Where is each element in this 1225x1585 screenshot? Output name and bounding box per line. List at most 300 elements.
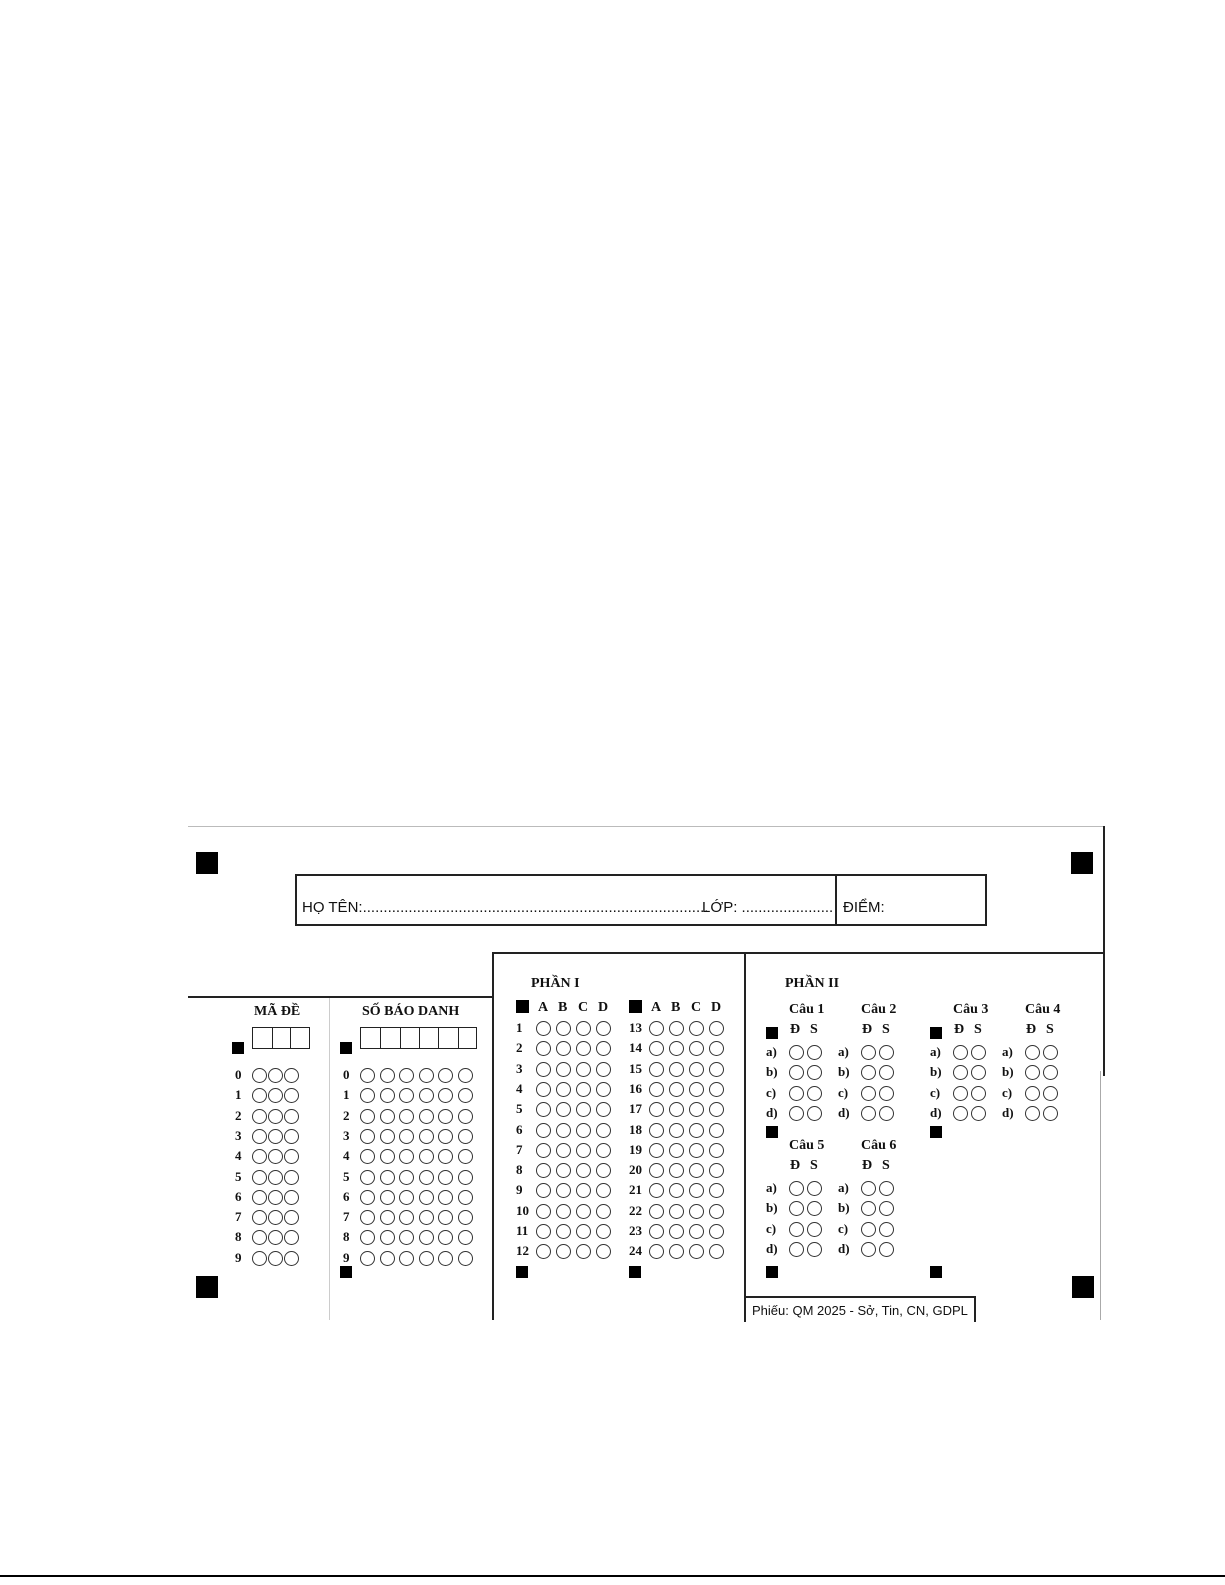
footer-box bbox=[744, 1296, 976, 1322]
phan1-col-left-bubble[interactable] bbox=[536, 1041, 551, 1056]
phan2-cau-5-sub-label: a) bbox=[766, 1180, 777, 1195]
phan1-col-left-bubble[interactable] bbox=[536, 1143, 551, 1158]
phan2-cau-6-bubble[interactable] bbox=[879, 1201, 894, 1216]
phan2-cau-3-bubble[interactable] bbox=[971, 1106, 986, 1121]
phan1-col-right-bubble[interactable] bbox=[649, 1204, 664, 1219]
so-bao-danh-bubble[interactable] bbox=[399, 1149, 414, 1164]
phan1-col-right-bubble[interactable] bbox=[669, 1041, 684, 1056]
phan1-col-right-bubble[interactable] bbox=[649, 1163, 664, 1178]
ma-de-bubble[interactable] bbox=[252, 1210, 267, 1225]
phan1-col-left-bubble[interactable] bbox=[576, 1102, 591, 1117]
phan2-cau-2-bubble[interactable] bbox=[861, 1065, 876, 1080]
ma-de-bubble[interactable] bbox=[252, 1190, 267, 1205]
ma-de-bubble[interactable] bbox=[252, 1149, 267, 1164]
so-bao-danh-bubble[interactable] bbox=[438, 1149, 453, 1164]
so-bao-danh-bubble[interactable] bbox=[380, 1129, 395, 1144]
phan1-col-right-bubble[interactable] bbox=[649, 1041, 664, 1056]
phan1-col-left-bubble[interactable] bbox=[576, 1244, 591, 1259]
phan1-col-left-question-number: 11 bbox=[516, 1223, 529, 1238]
ma-de-digit-label: 7 bbox=[235, 1209, 242, 1225]
so-bao-danh-bubble[interactable] bbox=[399, 1109, 414, 1124]
phan1-col-left-bubble[interactable] bbox=[556, 1183, 571, 1198]
so-bao-danh-bubble[interactable] bbox=[419, 1251, 434, 1266]
ma-de-bubble[interactable] bbox=[284, 1129, 299, 1144]
phan1-col-right-bubble[interactable] bbox=[649, 1102, 664, 1117]
phan2-cau-4-sub-label: b) bbox=[1002, 1064, 1014, 1080]
so-bao-danh-bubble[interactable] bbox=[360, 1170, 375, 1185]
phan1-col-left-bubble[interactable] bbox=[596, 1204, 611, 1219]
phan1-col-left-option-A: A bbox=[538, 1000, 549, 1015]
so-bao-danh-bubble[interactable] bbox=[419, 1068, 434, 1083]
phan2-cau-4-bubble[interactable] bbox=[1025, 1086, 1040, 1101]
so-bao-danh-bubble[interactable] bbox=[399, 1088, 414, 1103]
phan1-col-right-bubble[interactable] bbox=[649, 1224, 664, 1239]
ma-de-bubble[interactable] bbox=[284, 1230, 299, 1245]
phan1-col-right-bubble[interactable] bbox=[689, 1123, 704, 1138]
so-bao-danh-bubble[interactable] bbox=[458, 1190, 473, 1205]
phan2-cau-3-bubble[interactable] bbox=[953, 1106, 968, 1121]
phan1-col-left-bubble[interactable] bbox=[556, 1143, 571, 1158]
phan2-cau-3-bubble[interactable] bbox=[971, 1086, 986, 1101]
so-bao-danh-bubble[interactable] bbox=[360, 1068, 375, 1083]
phan1-col-right-bubble[interactable] bbox=[669, 1123, 684, 1138]
so-bao-danh-bubble[interactable] bbox=[458, 1088, 473, 1103]
phan1-col-left-bubble[interactable] bbox=[576, 1183, 591, 1198]
phan2-cau-4-sub-label: d) bbox=[1002, 1104, 1014, 1120]
so-bao-danh-bubble[interactable] bbox=[419, 1088, 434, 1103]
ma-de-digit-label: 5 bbox=[235, 1168, 242, 1184]
phan1-col-right-bubble[interactable] bbox=[689, 1041, 704, 1056]
phan1-col-left-bubble[interactable] bbox=[576, 1204, 591, 1219]
phan1-col-left-bubble[interactable] bbox=[596, 1143, 611, 1158]
phan1-col-left-bubble[interactable] bbox=[556, 1224, 571, 1239]
ma-de-marker bbox=[232, 1042, 244, 1054]
phan2-cau-2-bubble[interactable] bbox=[879, 1086, 894, 1101]
phan1-col-right-bubble[interactable] bbox=[669, 1102, 684, 1117]
phan2-cau-4-bubble[interactable] bbox=[1025, 1106, 1040, 1121]
so-bao-danh-bubble[interactable] bbox=[438, 1210, 453, 1225]
phan1-col-left-question-number: 7 bbox=[516, 1141, 523, 1157]
so-bao-danh-bubble[interactable] bbox=[438, 1190, 453, 1205]
so-bao-danh-digit-label: 6 bbox=[343, 1188, 350, 1204]
so-bao-danh-bubble[interactable] bbox=[360, 1210, 375, 1225]
ma-de-bubble[interactable] bbox=[268, 1068, 283, 1083]
so-bao-danh-bubble[interactable] bbox=[458, 1230, 473, 1245]
so-bao-danh-bubble[interactable] bbox=[399, 1068, 414, 1083]
phan2-cau-6-bubble[interactable] bbox=[879, 1242, 894, 1257]
so-bao-danh-bubble[interactable] bbox=[458, 1149, 473, 1164]
phan1-col-left-bubble[interactable] bbox=[596, 1123, 611, 1138]
phan1-col-right-bubble[interactable] bbox=[669, 1143, 684, 1158]
ma-de-bubble[interactable] bbox=[268, 1088, 283, 1103]
phan1-col-left-bubble[interactable] bbox=[556, 1163, 571, 1178]
phan1-col-right-bubble[interactable] bbox=[669, 1224, 684, 1239]
phan1-col-left-bubble[interactable] bbox=[576, 1021, 591, 1036]
phan2-cau-1-sub-label: b) bbox=[766, 1064, 778, 1080]
so-bao-danh-digit-label: 3 bbox=[343, 1127, 350, 1143]
phan1-col-right-option-C: C bbox=[691, 1000, 702, 1015]
phan1-col-right-question-number: 22 bbox=[629, 1202, 642, 1218]
phan2-cau-6-title: Câu 6 bbox=[861, 1138, 897, 1153]
so-bao-danh-bubble[interactable] bbox=[458, 1210, 473, 1225]
phan1-col-right-bubble[interactable] bbox=[709, 1163, 724, 1178]
phan2-cau-4-bubble[interactable] bbox=[1043, 1086, 1058, 1101]
so-bao-danh-bubble[interactable] bbox=[438, 1251, 453, 1266]
phan2-cau-2-sub-label: c) bbox=[838, 1084, 849, 1100]
phan2-cau-4-bubble[interactable] bbox=[1043, 1106, 1058, 1121]
phan2-cau-1-bubble[interactable] bbox=[789, 1045, 804, 1060]
phan1-col-right-marker-bottom bbox=[629, 1266, 641, 1278]
phan2-cau-3-bubble[interactable] bbox=[953, 1065, 968, 1080]
so-bao-danh-bubble[interactable] bbox=[380, 1190, 395, 1205]
phan2-cau-1-bubble[interactable] bbox=[807, 1106, 822, 1121]
phan1-col-right-bubble[interactable] bbox=[689, 1183, 704, 1198]
phan1-col-left-bubble[interactable] bbox=[556, 1123, 571, 1138]
phan1-col-right-bubble[interactable] bbox=[709, 1021, 724, 1036]
so-bao-danh-bubble[interactable] bbox=[360, 1190, 375, 1205]
phan1-col-right-bubble[interactable] bbox=[649, 1062, 664, 1077]
so-bao-danh-bubble[interactable] bbox=[360, 1109, 375, 1124]
ma-de-bubble[interactable] bbox=[268, 1251, 283, 1266]
phan1-col-right-option-B: B bbox=[671, 1000, 681, 1015]
phan2-cau-2-bubble[interactable] bbox=[879, 1045, 894, 1060]
phan1-col-left-bubble[interactable] bbox=[556, 1102, 571, 1117]
phan2-cau-3-bubble[interactable] bbox=[971, 1045, 986, 1060]
so-bao-danh-digit-label: 8 bbox=[343, 1229, 350, 1245]
ma-de-bubble[interactable] bbox=[284, 1251, 299, 1266]
phan1-col-right-bubble[interactable] bbox=[689, 1163, 704, 1178]
ma-de-bubble[interactable] bbox=[284, 1210, 299, 1225]
phan2-cau-6-sub-label: d) bbox=[838, 1240, 850, 1256]
phan1-col-left-bubble[interactable] bbox=[576, 1163, 591, 1178]
ma-de-bubble[interactable] bbox=[268, 1190, 283, 1205]
phan1-col-left-bubble[interactable] bbox=[596, 1021, 611, 1036]
ma-de-bubble[interactable] bbox=[252, 1230, 267, 1245]
phan2-cau-1-option-1: S bbox=[810, 1022, 818, 1037]
phan2-cau-1-bubble[interactable] bbox=[789, 1086, 804, 1101]
phan1-col-left-bubble[interactable] bbox=[556, 1041, 571, 1056]
phan2-cau-6-bubble[interactable] bbox=[861, 1181, 876, 1196]
phan2-cau-4-bubble[interactable] bbox=[1025, 1045, 1040, 1060]
phan1-col-right-bubble[interactable] bbox=[689, 1244, 704, 1259]
phan2-cau-4-bubble[interactable] bbox=[1025, 1065, 1040, 1080]
phan1-col-left-bubble[interactable] bbox=[536, 1163, 551, 1178]
phan1-col-right-bubble[interactable] bbox=[689, 1224, 704, 1239]
so-bao-danh-title: SỐ BÁO DANH bbox=[362, 1004, 460, 1019]
phan1-col-left-question-number: 2 bbox=[516, 1040, 523, 1056]
so-bao-danh-bubble[interactable] bbox=[360, 1251, 375, 1266]
phan1-col-left-bubble[interactable] bbox=[556, 1244, 571, 1259]
page-bottom-rule bbox=[0, 1575, 1225, 1577]
ma-de-bubble[interactable] bbox=[252, 1251, 267, 1266]
phan1-col-left-bubble[interactable] bbox=[596, 1082, 611, 1097]
so-bao-danh-bubble[interactable] bbox=[419, 1149, 434, 1164]
phan1-col-right-bubble[interactable] bbox=[649, 1183, 664, 1198]
phan1-col-right-bubble[interactable] bbox=[669, 1021, 684, 1036]
so-bao-danh-bubble[interactable] bbox=[419, 1109, 434, 1124]
phan2-cau-3-bubble[interactable] bbox=[953, 1045, 968, 1060]
ma-de-digit-label: 2 bbox=[235, 1107, 242, 1123]
phan2-cau-1-bubble[interactable] bbox=[807, 1045, 822, 1060]
so-bao-danh-bubble[interactable] bbox=[399, 1251, 414, 1266]
phan1-col-left-bubble[interactable] bbox=[536, 1183, 551, 1198]
so-bao-danh-bubble[interactable] bbox=[360, 1088, 375, 1103]
so-bao-danh-bubble[interactable] bbox=[419, 1129, 434, 1144]
left-section-top-line bbox=[188, 996, 494, 998]
phan1-col-right-bubble[interactable] bbox=[689, 1143, 704, 1158]
so-bao-danh-digit-label: 9 bbox=[343, 1249, 350, 1265]
phan2-cau-5-bubble[interactable] bbox=[807, 1222, 822, 1237]
so-bao-danh-entry-divider bbox=[458, 1028, 459, 1048]
phan1-col-left-bubble[interactable] bbox=[576, 1062, 591, 1077]
phan1-col-left-question-number: 10 bbox=[516, 1202, 529, 1218]
phan1-col-right-bubble[interactable] bbox=[689, 1102, 704, 1117]
phan1-col-right-question-number: 23 bbox=[629, 1223, 642, 1238]
phan2-cau-5-option-0: Đ bbox=[790, 1158, 801, 1173]
phan1-col-left-bubble[interactable] bbox=[556, 1082, 571, 1097]
phan2-cau-6-sub-label: a) bbox=[838, 1180, 849, 1195]
phan2-cau-1-bubble[interactable] bbox=[789, 1106, 804, 1121]
so-bao-danh-bubble[interactable] bbox=[419, 1210, 434, 1225]
so-bao-danh-bubble[interactable] bbox=[438, 1129, 453, 1144]
so-bao-danh-digit-label: 2 bbox=[343, 1107, 350, 1123]
so-bao-danh-digit-label: 7 bbox=[343, 1209, 350, 1225]
phan1-col-right-question-number: 16 bbox=[629, 1080, 642, 1096]
phan1-col-left-question-number: 1 bbox=[516, 1020, 523, 1035]
so-bao-danh-bubble[interactable] bbox=[360, 1129, 375, 1144]
score-field-label: ĐIỂM: bbox=[843, 899, 885, 916]
phan1-col-left-question-number: 8 bbox=[516, 1162, 523, 1178]
phan2-cau-6-bubble[interactable] bbox=[879, 1222, 894, 1237]
ma-de-bubble[interactable] bbox=[268, 1210, 283, 1225]
ma-de-bubble[interactable] bbox=[268, 1170, 283, 1185]
so-bao-danh-bubble[interactable] bbox=[380, 1109, 395, 1124]
phan1-col-left-question-number: 9 bbox=[516, 1182, 523, 1198]
phan1-col-right-question-number: 15 bbox=[629, 1060, 642, 1076]
class-field-label: LỚP: ...................... bbox=[702, 899, 834, 916]
so-bao-danh-bubble[interactable] bbox=[380, 1230, 395, 1245]
phan1-col-right-bubble[interactable] bbox=[709, 1123, 724, 1138]
phan2-cau-2-title: Câu 2 bbox=[861, 1002, 897, 1017]
phan1-col-right-bubble[interactable] bbox=[649, 1123, 664, 1138]
phan1-col-right-bubble[interactable] bbox=[669, 1082, 684, 1097]
phan1-col-right-bubble[interactable] bbox=[709, 1204, 724, 1219]
phan1-col-left-bubble[interactable] bbox=[536, 1062, 551, 1077]
phan2-cau-2-sub-label: d) bbox=[838, 1104, 850, 1120]
so-bao-danh-bubble[interactable] bbox=[399, 1129, 414, 1144]
phan1-col-left-bubble[interactable] bbox=[536, 1021, 551, 1036]
phan2-cau-5-bubble[interactable] bbox=[789, 1242, 804, 1257]
phan1-col-right-bubble[interactable] bbox=[709, 1082, 724, 1097]
sheet-top-border bbox=[188, 826, 1104, 827]
ma-de-bubble[interactable] bbox=[268, 1109, 283, 1124]
ma-de-digit-label: 8 bbox=[235, 1229, 242, 1245]
phan2-cau-1-sub-label: d) bbox=[766, 1104, 778, 1120]
phan1-col-left-option-D: D bbox=[598, 1000, 609, 1015]
phan1-col-right-bubble[interactable] bbox=[709, 1244, 724, 1259]
phan2-cau-3-bubble[interactable] bbox=[953, 1086, 968, 1101]
phan2-cau-6-sub-label: c) bbox=[838, 1220, 849, 1236]
phan2-cau-6-bubble[interactable] bbox=[861, 1201, 876, 1216]
phan1-col-right-bubble[interactable] bbox=[669, 1183, 684, 1198]
phan1-col-left-bubble[interactable] bbox=[596, 1062, 611, 1077]
phan1-col-right-bubble[interactable] bbox=[689, 1021, 704, 1036]
so-bao-danh-bubble[interactable] bbox=[380, 1170, 395, 1185]
ma-de-bubble[interactable] bbox=[268, 1149, 283, 1164]
so-bao-danh-bubble[interactable] bbox=[399, 1230, 414, 1245]
phan1-col-left-bubble[interactable] bbox=[576, 1082, 591, 1097]
so-bao-danh-bubble[interactable] bbox=[380, 1251, 395, 1266]
ma-de-bubble[interactable] bbox=[284, 1088, 299, 1103]
so-bao-danh-bubble[interactable] bbox=[380, 1210, 395, 1225]
phan2-cau-3-sub-label: a) bbox=[930, 1044, 941, 1059]
phan2-cau-6-sub-label: b) bbox=[838, 1200, 850, 1216]
phan1-col-left-bubble[interactable] bbox=[536, 1123, 551, 1138]
phan2-cau-5-sub-label: c) bbox=[766, 1220, 777, 1236]
phan1-col-left-bubble[interactable] bbox=[576, 1041, 591, 1056]
ma-de-bubble[interactable] bbox=[252, 1109, 267, 1124]
ma-de-bubble[interactable] bbox=[284, 1068, 299, 1083]
so-bao-danh-bubble[interactable] bbox=[458, 1170, 473, 1185]
phan1-col-right-bubble[interactable] bbox=[689, 1082, 704, 1097]
phan1-col-right-bubble[interactable] bbox=[709, 1143, 724, 1158]
phan2-cau-3-bubble[interactable] bbox=[971, 1065, 986, 1080]
so-bao-danh-bubble[interactable] bbox=[458, 1068, 473, 1083]
ma-de-bubble[interactable] bbox=[268, 1129, 283, 1144]
phan1-col-right-bubble[interactable] bbox=[649, 1082, 664, 1097]
ma-de-bubble[interactable] bbox=[252, 1170, 267, 1185]
so-bao-danh-bubble[interactable] bbox=[458, 1129, 473, 1144]
phan1-col-left-bubble[interactable] bbox=[596, 1183, 611, 1198]
ma-de-bubble[interactable] bbox=[252, 1129, 267, 1144]
phan1-col-left-question-number: 3 bbox=[516, 1060, 523, 1076]
phan2-cau-5-bubble[interactable] bbox=[789, 1201, 804, 1216]
phan1-col-left-bubble[interactable] bbox=[556, 1021, 571, 1036]
phan1-col-left-bubble[interactable] bbox=[576, 1224, 591, 1239]
so-bao-danh-bubble[interactable] bbox=[438, 1230, 453, 1245]
phan1-col-left-bubble[interactable] bbox=[596, 1244, 611, 1259]
phan2-marker-4 bbox=[930, 1126, 942, 1138]
phan1-col-right-bubble[interactable] bbox=[669, 1204, 684, 1219]
phan1-col-right-bubble[interactable] bbox=[709, 1183, 724, 1198]
so-bao-danh-bubble[interactable] bbox=[419, 1170, 434, 1185]
so-bao-danh-bubble[interactable] bbox=[380, 1068, 395, 1083]
phan2-cau-4-bubble[interactable] bbox=[1043, 1065, 1058, 1080]
ma-de-bubble[interactable] bbox=[252, 1088, 267, 1103]
ma-de-bubble[interactable] bbox=[284, 1149, 299, 1164]
phan1-col-left-bubble[interactable] bbox=[596, 1102, 611, 1117]
so-bao-danh-bubble[interactable] bbox=[380, 1149, 395, 1164]
so-bao-danh-bubble[interactable] bbox=[360, 1149, 375, 1164]
phan2-cau-1-bubble[interactable] bbox=[789, 1065, 804, 1080]
phan1-col-right-bubble[interactable] bbox=[709, 1102, 724, 1117]
phan1-col-left-bubble[interactable] bbox=[556, 1062, 571, 1077]
phan2-cau-1-bubble[interactable] bbox=[807, 1086, 822, 1101]
phan2-cau-2-bubble[interactable] bbox=[879, 1106, 894, 1121]
corner-marker-bottom-right bbox=[1072, 1276, 1094, 1298]
phan1-col-right-bubble[interactable] bbox=[689, 1062, 704, 1077]
answer-section-top-line bbox=[493, 952, 1104, 954]
phan2-cau-6-bubble[interactable] bbox=[861, 1242, 876, 1257]
so-bao-danh-bubble[interactable] bbox=[380, 1088, 395, 1103]
so-bao-danh-bubble[interactable] bbox=[438, 1088, 453, 1103]
phan2-cau-2-bubble[interactable] bbox=[879, 1065, 894, 1080]
phan2-cau-5-bubble[interactable] bbox=[807, 1181, 822, 1196]
phan1-col-right-bubble[interactable] bbox=[709, 1224, 724, 1239]
phan1-col-left-bubble[interactable] bbox=[576, 1143, 591, 1158]
phan1-col-right-bubble[interactable] bbox=[689, 1204, 704, 1219]
phan2-cau-2-bubble[interactable] bbox=[861, 1045, 876, 1060]
ma-de-digit-label: 0 bbox=[235, 1067, 242, 1082]
phan1-col-left-bubble[interactable] bbox=[536, 1244, 551, 1259]
so-bao-danh-digit-label: 1 bbox=[343, 1087, 350, 1103]
phan2-cau-4-bubble[interactable] bbox=[1043, 1045, 1058, 1060]
so-bao-danh-bubble[interactable] bbox=[438, 1068, 453, 1083]
phan1-col-left-bubble[interactable] bbox=[596, 1224, 611, 1239]
ma-de-bubble[interactable] bbox=[284, 1170, 299, 1185]
ma-de-bubble[interactable] bbox=[252, 1068, 267, 1083]
phan2-cau-6-bubble[interactable] bbox=[861, 1222, 876, 1237]
phan1-col-left-bubble[interactable] bbox=[536, 1082, 551, 1097]
phan1-col-right-bubble[interactable] bbox=[649, 1244, 664, 1259]
so-bao-danh-bubble[interactable] bbox=[419, 1230, 434, 1245]
so-bao-danh-entry-divider bbox=[400, 1028, 401, 1048]
so-bao-danh-bubble[interactable] bbox=[458, 1109, 473, 1124]
phan1-col-right-bubble[interactable] bbox=[669, 1163, 684, 1178]
phan1-col-left-bubble[interactable] bbox=[596, 1041, 611, 1056]
so-bao-danh-entry-divider bbox=[438, 1028, 439, 1048]
ma-de-bubble[interactable] bbox=[268, 1230, 283, 1245]
phan1-col-right-bubble[interactable] bbox=[669, 1244, 684, 1259]
phan2-cau-1-title: Câu 1 bbox=[789, 1002, 825, 1017]
phan2-cau-1-bubble[interactable] bbox=[807, 1065, 822, 1080]
phan2-cau-2-option-0: Đ bbox=[862, 1022, 873, 1037]
phan1-col-left-bubble[interactable] bbox=[536, 1224, 551, 1239]
phan2-cau-5-bubble[interactable] bbox=[789, 1181, 804, 1196]
phan1-col-left-option-C: C bbox=[578, 1000, 589, 1015]
phan1-col-right-bubble[interactable] bbox=[649, 1021, 664, 1036]
phan2-cau-2-bubble[interactable] bbox=[861, 1086, 876, 1101]
so-bao-danh-bubble[interactable] bbox=[438, 1109, 453, 1124]
answer-sheet bbox=[188, 826, 1104, 1320]
ma-de-bubble[interactable] bbox=[284, 1190, 299, 1205]
phan2-cau-2-bubble[interactable] bbox=[861, 1106, 876, 1121]
phan1-col-right-bubble[interactable] bbox=[709, 1041, 724, 1056]
phan1-col-right-question-number: 13 bbox=[629, 1020, 642, 1035]
so-bao-danh-bubble[interactable] bbox=[419, 1190, 434, 1205]
phan1-col-left-bubble[interactable] bbox=[536, 1204, 551, 1219]
so-bao-danh-bubble[interactable] bbox=[399, 1210, 414, 1225]
phan1-col-right-bubble[interactable] bbox=[649, 1143, 664, 1158]
phan1-col-left-bubble[interactable] bbox=[576, 1123, 591, 1138]
phan2-cau-5-bubble[interactable] bbox=[807, 1201, 822, 1216]
so-bao-danh-bubble[interactable] bbox=[360, 1230, 375, 1245]
phan2-cau-5-bubble[interactable] bbox=[789, 1222, 804, 1237]
ma-de-title: MÃ ĐỀ bbox=[254, 1004, 301, 1019]
phan1-col-right-bubble[interactable] bbox=[669, 1062, 684, 1077]
so-bao-danh-bubble[interactable] bbox=[399, 1190, 414, 1205]
ma-de-bubble[interactable] bbox=[284, 1109, 299, 1124]
so-bao-danh-bubble[interactable] bbox=[458, 1251, 473, 1266]
phan1-col-right-bubble[interactable] bbox=[709, 1062, 724, 1077]
so-bao-danh-bubble[interactable] bbox=[399, 1170, 414, 1185]
phan2-cau-5-bubble[interactable] bbox=[807, 1242, 822, 1257]
phan1-col-left-bubble[interactable] bbox=[536, 1102, 551, 1117]
phan1-col-left-bubble[interactable] bbox=[596, 1163, 611, 1178]
phan2-cau-6-bubble[interactable] bbox=[879, 1181, 894, 1196]
so-bao-danh-bubble[interactable] bbox=[438, 1170, 453, 1185]
phan1-col-left-bubble[interactable] bbox=[556, 1204, 571, 1219]
